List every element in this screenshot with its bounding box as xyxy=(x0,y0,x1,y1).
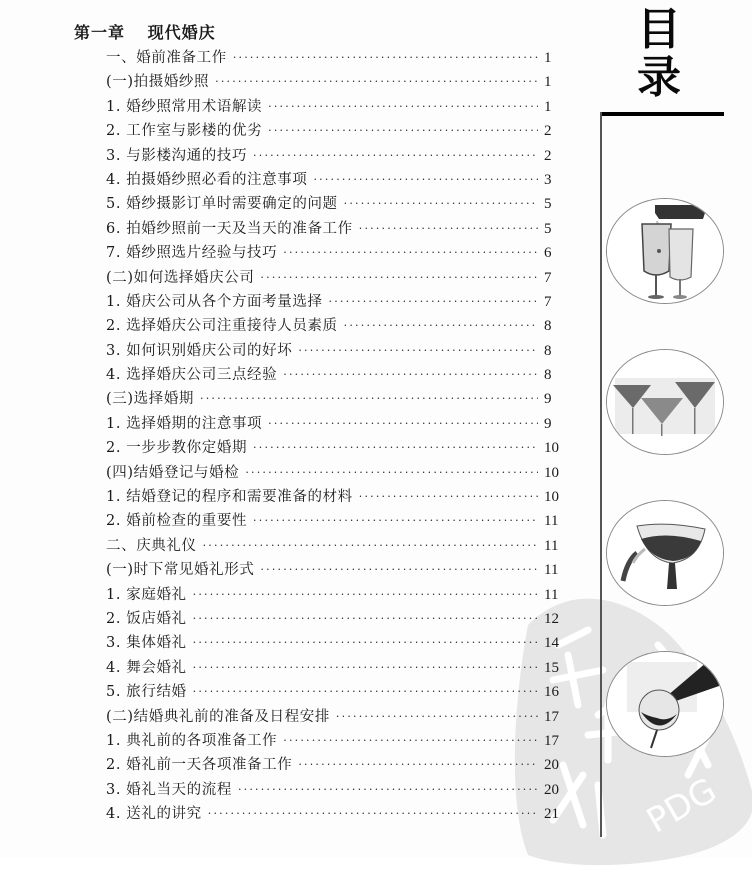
toc-entry-label: 2. 婚礼前一天各项准备工作 xyxy=(106,757,293,774)
contents-heading-char-1: 目 xyxy=(637,4,681,55)
dot-leader xyxy=(268,412,538,436)
dot-leader xyxy=(298,339,538,363)
toc-entry-label: 3. 与影楼沟通的技巧 xyxy=(106,147,248,164)
toc-entry[interactable] xyxy=(106,168,570,192)
contents-heading-char-2: 录 xyxy=(637,52,681,103)
dot-leader xyxy=(215,70,538,94)
dot-leader xyxy=(245,461,538,485)
toc-entry[interactable] xyxy=(106,192,570,216)
dot-leader xyxy=(203,534,538,558)
toc-entry-label: 一、婚前准备工作 xyxy=(106,50,227,66)
toc-entry[interactable] xyxy=(106,583,570,607)
toc-entry-page: 6 xyxy=(544,245,552,262)
dot-leader xyxy=(283,363,538,387)
toc-entry[interactable] xyxy=(106,266,570,290)
toc-entry[interactable] xyxy=(106,387,570,411)
dot-leader xyxy=(359,217,538,241)
dot-leader xyxy=(233,46,538,70)
toc-entry-page: 11 xyxy=(544,586,559,603)
toc-entry-page: 9 xyxy=(544,391,552,408)
toc-entry[interactable] xyxy=(106,290,570,314)
dot-leader xyxy=(200,387,538,411)
toc-entry[interactable] xyxy=(106,461,570,485)
dot-leader xyxy=(344,192,538,216)
toc-entry-label: 1. 婚庆公司从各个方面考量选择 xyxy=(106,293,323,310)
toc-entry-label: 6. 拍婚纱照前一天及当天的准备工作 xyxy=(106,220,353,237)
dot-leader xyxy=(253,144,538,168)
toc-entry-label: 2. 一步步教你定婚期 xyxy=(106,440,248,457)
toc-entry-page: 10 xyxy=(544,440,559,457)
toc-entry-page: 21 xyxy=(544,806,559,823)
toc-entry[interactable] xyxy=(106,534,570,558)
dot-leader xyxy=(260,266,538,290)
dot-leader xyxy=(253,436,538,460)
dot-leader xyxy=(359,485,538,509)
toc-entry-page: 1 xyxy=(544,50,552,66)
toc-entry[interactable] xyxy=(106,729,570,753)
toc-entry[interactable] xyxy=(106,412,570,436)
toc-entry-page: 8 xyxy=(544,318,552,335)
toc-entry-page: 5 xyxy=(544,196,552,213)
toc-entry-page: 16 xyxy=(544,684,559,701)
dot-leader xyxy=(193,680,538,704)
toc-entry-label: 2. 婚前检查的重要性 xyxy=(106,513,248,530)
svg-text:PDG: PDG xyxy=(640,770,724,842)
dot-leader xyxy=(238,778,538,802)
toc-entry-page: 1 xyxy=(544,74,552,91)
toc-entry-label: (二)如何选择婚庆公司 xyxy=(106,269,255,286)
dot-leader xyxy=(283,729,538,753)
toc-entry-label: 1. 典礼前的各项准备工作 xyxy=(106,732,278,749)
contents-heading xyxy=(629,6,689,102)
toc-entry-label: 2. 工作室与影楼的优劣 xyxy=(106,123,263,140)
dot-leader xyxy=(329,290,538,314)
toc-entry[interactable] xyxy=(106,241,570,265)
dot-leader xyxy=(268,119,538,143)
toc-entry-page: 20 xyxy=(544,781,559,798)
dot-leader xyxy=(344,314,538,338)
toc-entry[interactable] xyxy=(106,485,570,509)
toc-entry-label: 2. 饭店婚礼 xyxy=(106,610,187,627)
toc-entry-page: 1 xyxy=(544,98,552,115)
table-of-contents xyxy=(106,46,570,827)
toc-entry-label: 4. 拍摄婚纱照必看的注意事项 xyxy=(106,171,308,188)
toc-entry-label: 3. 如何识别婚庆公司的好坏 xyxy=(106,342,293,359)
toc-entry-page: 5 xyxy=(544,220,552,237)
toc-entry-page: 2 xyxy=(544,123,552,140)
toc-entry-label: 1. 婚纱照常用术语解读 xyxy=(106,98,263,115)
martini-glasses-image xyxy=(606,349,724,455)
toc-entry-page: 8 xyxy=(544,342,552,359)
toc-entry[interactable] xyxy=(106,217,570,241)
toc-entry-page: 17 xyxy=(544,732,559,749)
toc-entry[interactable] xyxy=(106,144,570,168)
splashing-glass-image xyxy=(606,500,724,606)
toc-entry[interactable] xyxy=(106,753,570,777)
toc-entry-label: (三)选择婚期 xyxy=(106,391,195,408)
column-divider xyxy=(600,112,602,837)
toc-entry-page: 12 xyxy=(544,610,559,627)
toc-entry-label: 1. 选择婚期的注意事项 xyxy=(106,415,263,432)
toc-entry-label: 1. 结婚登记的程序和需要准备的材料 xyxy=(106,489,353,506)
toc-entry[interactable] xyxy=(106,119,570,143)
toc-entry[interactable] xyxy=(106,631,570,655)
heading-rule xyxy=(600,112,724,116)
toc-entry[interactable] xyxy=(106,436,570,460)
toc-entry[interactable] xyxy=(106,95,570,119)
toc-entry-label: 5. 旅行结婚 xyxy=(106,684,187,701)
toc-entry[interactable] xyxy=(106,680,570,704)
toc-entry-page: 8 xyxy=(544,367,552,384)
toc-entry[interactable] xyxy=(106,656,570,680)
toc-entry-page: 20 xyxy=(544,757,559,774)
toc-entry-label: 1. 家庭婚礼 xyxy=(106,586,187,603)
toc-entry-page: 11 xyxy=(544,537,559,554)
toc-entry[interactable] xyxy=(106,607,570,631)
dot-leader xyxy=(193,583,538,607)
toc-entry-page: 17 xyxy=(544,708,559,725)
dot-leader xyxy=(268,95,538,119)
toc-entry-label: (一)时下常见婚礼形式 xyxy=(106,562,255,579)
dot-leader xyxy=(253,509,538,533)
chapter-title-text: 现代婚庆 xyxy=(147,23,216,42)
toc-entry[interactable] xyxy=(106,802,570,826)
dot-leader xyxy=(208,802,538,826)
toc-entry-page: 3 xyxy=(544,171,552,188)
toc-entry-label: 4. 送礼的讲究 xyxy=(106,806,202,823)
dot-leader xyxy=(313,168,538,192)
toc-entry[interactable] xyxy=(106,339,570,363)
toc-entry[interactable] xyxy=(106,778,570,802)
toc-entry-label: 4. 选择婚庆公司三点经验 xyxy=(106,367,278,384)
dot-leader xyxy=(193,607,538,631)
dot-leader xyxy=(336,705,538,729)
toc-entry-page: 10 xyxy=(544,489,559,506)
toc-entry[interactable] xyxy=(106,558,570,582)
wine-pour-image xyxy=(606,651,724,757)
toc-entry-page: 15 xyxy=(544,659,559,676)
toc-entry-label: 5. 婚纱摄影订单时需要确定的问题 xyxy=(106,196,338,213)
dot-leader xyxy=(283,241,538,265)
dot-leader xyxy=(260,558,538,582)
toc-entry-page: 7 xyxy=(544,293,552,310)
toc-entry-page: 11 xyxy=(544,513,559,530)
toc-entry[interactable] xyxy=(106,314,570,338)
champagne-pouring-image xyxy=(606,198,724,304)
toc-entry[interactable] xyxy=(106,46,570,70)
toc-entry[interactable] xyxy=(106,70,570,94)
toc-entry-page: 2 xyxy=(544,147,552,164)
toc-entry-page: 11 xyxy=(544,562,559,579)
toc-entry-label: 7. 婚纱照选片经验与技巧 xyxy=(106,245,278,262)
toc-entry-label: 二、庆典礼仪 xyxy=(106,537,197,554)
toc-entry-page: 9 xyxy=(544,415,552,432)
toc-entry-label: 2. 选择婚庆公司注重接待人员素质 xyxy=(106,318,338,335)
chapter-heading xyxy=(74,20,216,43)
dot-leader xyxy=(298,753,538,777)
toc-entry-label: (四)结婚登记与婚检 xyxy=(106,464,240,481)
toc-entry-label: 3. 集体婚礼 xyxy=(106,635,187,652)
toc-entry[interactable] xyxy=(106,509,570,533)
toc-entry-label: (二)结婚典礼前的准备及日程安排 xyxy=(106,708,330,725)
chapter-number: 第一章 xyxy=(74,23,126,42)
toc-entry-page: 10 xyxy=(544,464,559,481)
toc-entry[interactable] xyxy=(106,363,570,387)
toc-entry-label: 3. 婚礼当天的流程 xyxy=(106,781,232,798)
toc-entry-label: 4. 舞会婚礼 xyxy=(106,659,187,676)
toc-entry-page: 14 xyxy=(544,635,559,652)
toc-entry[interactable] xyxy=(106,705,570,729)
toc-entry-label: (一)拍摄婚纱照 xyxy=(106,74,210,91)
dot-leader xyxy=(193,631,538,655)
toc-entry-page: 7 xyxy=(544,269,552,286)
dot-leader xyxy=(193,656,538,680)
